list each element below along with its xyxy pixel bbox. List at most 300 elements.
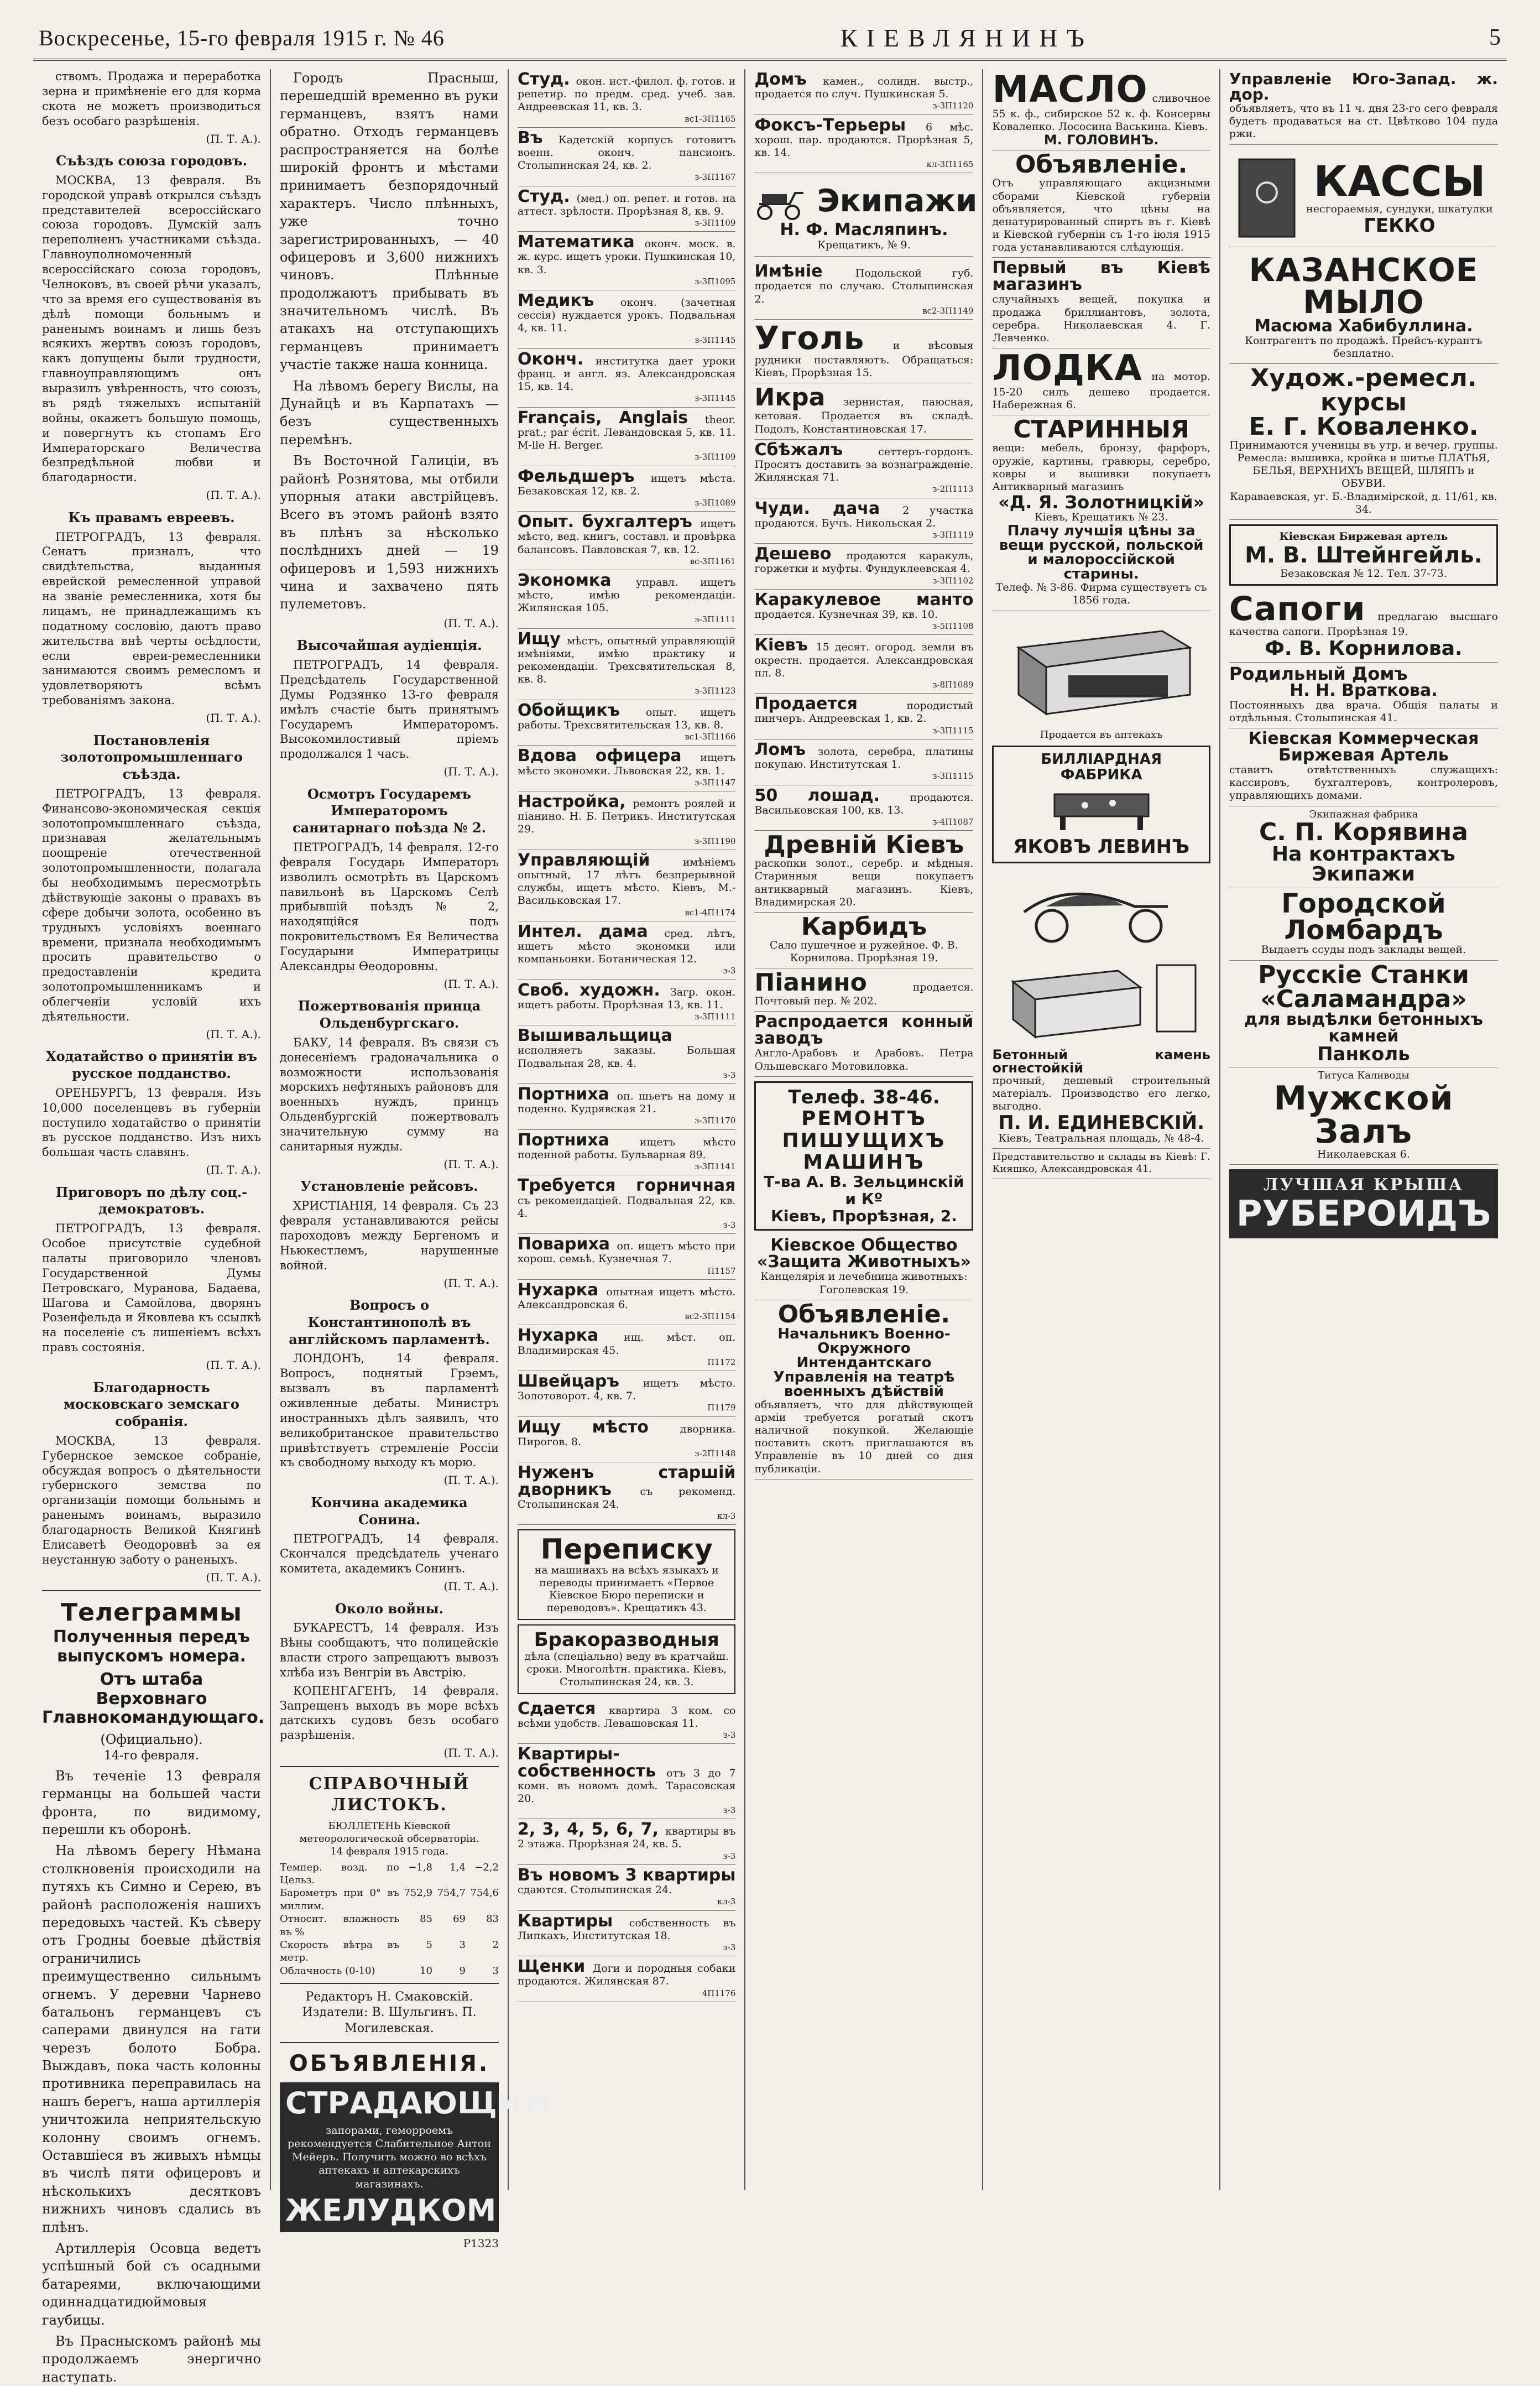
ad-code: з-3П1190 (695, 836, 736, 846)
ad-lead-word: Нухарка (518, 1280, 607, 1300)
ad-text: Принимаются ученицы въ утр. и вечер. группы. Ремесла: вышивка, кройка и шитье ПЛАТЬЯ, БЕЛЬЯ, ВЕРХНИХЪ ВЕЩЕЙ, ШЛЯПЪ и ОБУВИ. (1229, 439, 1498, 490)
headline: Пожертвованія принца Ольденбургскаго. (297, 998, 481, 1031)
ad-text: несгораемыя, сундуки, шкатулки (1306, 203, 1493, 216)
weather-value: 9 (459, 1965, 466, 1977)
classified-ad (518, 1417, 735, 1463)
ad-subheadline: для выдѣлки бетонныхъ камней (1244, 1009, 1483, 1046)
article-text: Городъ Прасныш, перешедшій временно въ руки германцевъ, взятъ нами обратно. Отходъ германцевъ распространяется на болѣе широкій фронтъ и мѣстами принимаетъ безпорядочный характеръ. Число плѣнныхъ, уже точно зарегистрированныхъ, — 40 офицеровъ и 3,600 нижнихъ чиновъ. Плѣнные продолжаютъ прибывать въ значительномъ числѣ. Въ атакахъ на отступающихъ германцевъ принимаетъ участіе также наша конница. (280, 70, 499, 373)
divider (280, 1983, 499, 1984)
ad-lead-word: Щенки (518, 1957, 593, 1977)
classified-ad (518, 570, 735, 629)
classified-ad (518, 290, 735, 349)
ad-lead-word: Чуди. дача (754, 498, 903, 518)
column-5 (983, 69, 1220, 2190)
ad-text: ищ. мѣст. оп. Владимирская 45. (518, 1331, 736, 1357)
stomach-ad (280, 2082, 552, 2232)
ad-text: Доги и породныя собаки продаются. Жилянская 87. (518, 1962, 736, 1988)
article-text: БАКУ, 14 февраля. Въ связи съ донесеніемъ градоначальника о возможности использованія морскихъ нефтяныхъ районовъ для военныхъ нуждъ, принцъ Ольденбургскій пожертвовалъ значительную сумму на санитарныя нужды. (280, 1035, 499, 1153)
ad-address: Кіевъ, Театральная площадь, № 48-4. (998, 1132, 1204, 1144)
agency-tag: (П. Т. А.). (443, 1579, 499, 1593)
machines-ad (1229, 961, 1498, 1067)
ad-text: Англо-Арабовъ и Арабовъ. Петра Ольшевскаго Мотовиловка. (754, 1047, 974, 1072)
typing-ad (518, 1529, 735, 1620)
classified-ad (518, 1462, 735, 1525)
ad-headline: Бетонный камень огнестойкій (992, 1047, 1210, 1076)
classified-ad (518, 1130, 735, 1176)
weather-value: 2 (492, 1939, 499, 1951)
ad-lead-word: Вдова офицера (518, 746, 701, 766)
ad-code: вс1-4П1174 (685, 907, 736, 918)
butter-ad (992, 69, 1210, 150)
ad-address: Крещатикъ, № 9. (817, 239, 911, 252)
product-box-illustration (992, 614, 1210, 725)
ad-code: П1179 (707, 1403, 736, 1413)
ad-code: кл-3 (717, 1510, 736, 1521)
ad-text: Выдаетъ ссуды подъ заклады вещей. (1261, 944, 1466, 956)
ad-headline: Бракоразводныя (534, 1628, 719, 1651)
ad-headline: СТРАДАЮЩИМ (285, 2085, 552, 2121)
ad-text: сдаются. Столыпинская 24. (518, 1884, 672, 1897)
ad-maker: Масюма Хабибуллина. (1254, 316, 1473, 336)
agency-tag: (П. Т. А.). (206, 1163, 261, 1177)
agency-tag: (П. Т. А.). (443, 1746, 499, 1760)
agency-tag: (П. Т. А.). (206, 1027, 261, 1041)
ad-text: ремонтъ роялей и піанино. Н. Б. Петрикъ. Институтская 29. (518, 798, 736, 836)
ad-headline: Кіевская Коммерческая Биржевая Артель (1248, 729, 1479, 765)
classified-ad (754, 635, 973, 694)
ad-text: Загр. окон. ищетъ работы. Прорѣзная 13, кв. 11. (518, 986, 736, 1011)
ad-text: запорами, геморроемъ рекомендуется Слабительное Антон Мейеръ. Получить можно во всѣхъ аптекахъ и аптекарскихъ магазинахъ. (288, 2124, 491, 2190)
ad-code: з-3П1141 (695, 1161, 736, 1172)
ad-code: з-3 (723, 1942, 736, 1952)
ad-text: породистый пинчеръ. Андреевская 1, кв. 2. (754, 700, 974, 725)
ad-headline: Объявленіе. (1015, 150, 1188, 179)
classified-ad (518, 1865, 735, 1911)
ad-headline: РУБЕРОИДЪ (1236, 1194, 1491, 1235)
telegrams-headline: Телеграммы (61, 1598, 242, 1627)
article-text: ПЕТРОГРАДЪ, 13 февраля. Финансово-экономическая секція золотопромышленнаго съѣзда, признавая желательнымъ поощреніе отечественной золотопромышленности, полагала бы необходимымъ пересмотрѣть дѣйствующіе законы о правахъ въ сфере добычи золота, особенно въ трудныхъ условіяхъ военнаго времени, признала необходимымъ просить правительство о предоставленіи кредита золотопромышленникамъ и облегченіи условій ихъ дѣятельности. (42, 786, 261, 1023)
ad-text: раскопки золот., серебр. и мѣдныя. Старинныя вещи покупаетъ антикварный магазинъ. Кіевъ, Владимирская 20. (754, 857, 974, 908)
classified-ad (754, 590, 973, 635)
ad-code: П1157 (707, 1265, 736, 1276)
ad-headline: МАСЛО (992, 68, 1148, 111)
masthead (33, 22, 1507, 61)
weather-value: 754,7 (437, 1887, 466, 1899)
ad-text: продается. Кузнечная 39, кв. 10. (754, 608, 938, 621)
classified-ads (754, 261, 973, 320)
weather-value: −2,2 (474, 1861, 499, 1873)
ad-code: з-3 (723, 1730, 736, 1741)
agency-tag: (П. Т. А.). (206, 488, 261, 502)
divider (42, 1590, 261, 1591)
ad-lead-word: Въ (518, 128, 558, 148)
ad-offer: Плачу лучшія цѣны за вещи русской, польской и малороссійской старины. (999, 523, 1204, 583)
ad-lead-word: Въ новомъ 3 квартиры (518, 1865, 736, 1885)
classified-ad (754, 440, 973, 498)
ad-maker: Е. Г. Коваленко. (1249, 412, 1479, 441)
classified-ad (518, 1234, 735, 1280)
ad-text: собственность въ Липкахъ, Институтская 18. (518, 1916, 736, 1942)
headline: Съѣздъ союза городовъ. (56, 153, 247, 169)
ad-headline: ЛОДКА (992, 348, 1142, 389)
classified-ad (518, 186, 735, 232)
ad-text: окон. ист.-филол. ф. готов. и репетир. по предм. сред. учеб. зав. Андреевская 11, кв. 3. (518, 75, 736, 113)
ad-lead-word: Швейцаръ (518, 1372, 643, 1392)
telegrams-subheadline: Полученныя передъ выпускомъ номера. (53, 1627, 250, 1666)
ad-text: ищетъ мѣсто экономки. Львовская 22, кв. 1. (518, 752, 736, 777)
ad-lead-word: Фоксъ-Терьеры (754, 115, 926, 135)
ad-headline: Уголь (754, 319, 865, 357)
weather-value: 10 (420, 1965, 432, 1977)
classified-ad (518, 1084, 735, 1130)
ad-code: з-3П1111 (695, 614, 736, 625)
ad-address: Караваевская, уг. Б.-Владимірской, д. 11/61, кв. 34. (1230, 490, 1497, 515)
military-announcement (754, 1300, 973, 1479)
caviar-ad (754, 383, 973, 439)
safe-icon (1234, 154, 1300, 242)
ad-lead-word: Портниха (518, 1130, 640, 1150)
ad-code: 4П1176 (702, 1988, 736, 1998)
agency-tag: (П. Т. А.). (443, 977, 499, 991)
ad-text: ставитъ отвѣтственныхъ служащихъ: кассировъ, бухгалтеровъ, контролеровъ, управляющихъ домами. (1229, 764, 1498, 802)
ad-lead-word: Français, Anglais (518, 408, 705, 428)
coach-illustration (992, 868, 1210, 945)
ad-headline: Родильный Домъ (1229, 663, 1408, 684)
coach-factory-ad (1229, 806, 1498, 889)
classified-ads (518, 69, 735, 1525)
ad-lead-word: Студ. (518, 70, 576, 89)
ad-text: 2 участка продаются. Бучъ. Никольская 2. (754, 504, 974, 529)
weather-row (280, 1965, 499, 1977)
ad-text: оконч. моск. в. ж. курс. ищетъ уроки. Пушкинская 10, кв. 3. (518, 238, 736, 276)
ad-headline: Объявленіе. (777, 1300, 951, 1329)
agent-ad (992, 1149, 1210, 1179)
ad-headline: Икра (754, 383, 826, 412)
weather-value: −1,8 (408, 1861, 432, 1873)
ad-text: съ рекоменд. Столыпинская 24. (518, 1485, 736, 1510)
ad-headline: Кіевское Общество «Защита Животныхъ» (756, 1236, 971, 1272)
ad-headline: Первый въ Кіевѣ магазинъ (992, 258, 1210, 295)
ad-subheadline: ЛУЧШАЯ КРЫША (1263, 1175, 1464, 1195)
classified-ad (518, 1699, 735, 1744)
article-text: Въ Восточной Галиціи, въ районѣ Рознятова, мы отбили упорныя атаки австрійцевъ. Всего въ этомъ районѣ взято въ плѣнъ за нѣсколько послѣднихъ дней — 19 офицеровъ и 1,593 нижнихъ чина и захвачено пять пулеметовъ. (280, 453, 499, 612)
weather-value: 3 (459, 1939, 466, 1951)
ad-lead-word: Продается (754, 694, 907, 714)
ad-text: исполняетъ заказы. Большая Подвальная 28, кв. 4. (518, 1044, 736, 1070)
weather-row (280, 1939, 499, 1965)
classified-ad (754, 544, 973, 590)
ad-text: оп. ищетъ мѣсто при хорош. семьѣ. Кузнечная 7. (518, 1240, 736, 1265)
ad-maker: Ф. В. Корнилова. (1265, 637, 1463, 660)
box-icon (996, 614, 1207, 725)
ad-code: з-3 (723, 1070, 736, 1080)
page-number: 5 (1489, 25, 1501, 50)
ad-maker: Т-ва А. В. Зельцинскій и Кº (764, 1172, 964, 1208)
ad-code: з-2П1148 (695, 1449, 736, 1459)
ad-headline: Управленіе Юго-Запад. ж. дор. (1229, 70, 1498, 103)
headline: Установленіе рейсовъ. (300, 1178, 478, 1195)
phone-number: Телеф. 38-46. (788, 1086, 940, 1108)
ad-lead-word: Медикъ (518, 291, 620, 311)
boots-ad (1229, 590, 1498, 662)
bulletin-date: 14 февраля 1915 года. (330, 1845, 448, 1857)
weather-label: Скорость вѣтра въ метр. (280, 1939, 399, 1964)
coal-ad (754, 320, 973, 383)
ad-headline: Сапоги (1229, 590, 1366, 629)
carriages-ad (754, 178, 978, 257)
ad-code: з-3 (723, 1851, 736, 1861)
ad-text: вещи: мебель, бронзу, фарфоръ, оружіе, картины, гравюры, серебро, ковры и вышивки покупаетъ Антикварный магазинъ (992, 442, 1210, 493)
ad-code: з-3П1109 (695, 452, 736, 462)
ad-text: мѣстъ, опытный управляющій имѣніями, имѣю практику и рекомендаціи. Трехсвятительская 8, кв. 8. (518, 634, 736, 686)
ad-lead-word: 50 лошад. (754, 785, 910, 805)
bulletin-date: 14-го февраля. (104, 1748, 199, 1763)
weather-row (280, 1861, 499, 1887)
ad-text: theor. prat.; par écrit. Левандовская 5, кв. 11. M-lle H. Berger. (518, 413, 736, 452)
classified-ad (518, 128, 735, 186)
article-text: На лѣвомъ берегу Нѣмана столкновенія происходили на путяхъ къ Симно и Серею, въ районѣ расположенія нашихъ передовыхъ частей. Къ сѣверу отъ Гродны боевые дѣйствія ограничились преимущественно сильнымъ огнемъ. У деревни Чарнево батальонъ германцевъ съ саперами двинулся на гати черезъ болото Бобра. Выждавъ, пока часть колонны противника переправилась на нашъ берегъ, наша артиллерія уничтожила неприятельскую колонну своимъ огнемъ. Оставшіеся въ живыхъ нѣмцы въ числѣ пяти офицеровъ и нѣсколькихъ десятковъ нижнихъ чиновъ сдались въ плѣнъ. (42, 1843, 261, 2235)
newspaper-title: КІЕВЛЯНИНЪ (840, 23, 1093, 52)
soap-ad (1229, 252, 1498, 364)
ad-text: отъ 3 до 7 комн. въ новомъ домѣ. Тарасовская 20. (518, 1767, 736, 1805)
ad-text: (мед.) оп. репет. и готов. на аттест. зрѣлости. Прорѣзная 8, кв. 9. (518, 192, 736, 217)
ad-text: Представительство и склады въ Кіевѣ: Г. Кияшко, Александровская 41. (992, 1150, 1210, 1175)
ad-lead-word: Вышивальщица (518, 1026, 672, 1046)
ad-code: вс1-3П1165 (685, 113, 736, 124)
weather-row (280, 1913, 499, 1939)
ad-text: прочный, дешевый строительный матеріалъ. Производство его легко, выгодно. (992, 1075, 1210, 1113)
ad-code: з-3 (723, 1220, 736, 1230)
ad-brand: ГЕККО (1364, 215, 1435, 237)
agency-tag: (П. Т. А.). (443, 1473, 499, 1487)
article-text: ПЕТРОГРАДЪ, 13 февраля. Сенатъ призналъ, что свидѣтельства, выданныя еврейской ремесленной управой на званіе ремесленника, хотя бы лицамъ, не принадлежащимъ къ податному сословію, даютъ право жительства внѣ черты осѣдлости, если евреи-ремесленники занимаются своимъ ремесломъ и удовлетворяютъ всѣмъ требованіямъ закона. (42, 530, 261, 707)
article-text: Въ Прасныскомъ районѣ мы продолжаемъ энергично наступать. (42, 2333, 261, 2385)
editor-line: Редакторъ Н. Смаковскій. (305, 1990, 473, 2004)
ad-lead-word: Каракулевое манто (754, 590, 974, 609)
ad-maker: Н. Ф. Масляпинъ. (780, 220, 948, 240)
article-text: ПЕТРОГРАДЪ, 14 февраля. Предсѣдатель Государственной Думы Родзянко 13-го февраля имѣлъ счастіе быть принятымъ Государемъ Императоромъ. Высокомилостивый пріемъ продолжался 1 часъ. (280, 658, 499, 761)
ad-code: кл-3 (717, 1897, 736, 1907)
pawnshop-ad (1229, 888, 1498, 960)
ad-text: Безаковская № 12. Тел. 37-73. (1280, 567, 1447, 580)
classified-ad (518, 1025, 735, 1084)
agency-tag: (П. Т. А.). (206, 1358, 261, 1372)
ad-maker: М. ГОЛОВИНЪ. (1043, 132, 1159, 148)
agency-tag: (П. Т. А.). (443, 765, 499, 779)
classified-ad (518, 850, 735, 921)
ad-text: Отъ управляющаго акцизными сборами Кіевской губерніи объявляется, что цѣны на денатурированный спиртъ въ г. Кіевѣ и Кіевской губерніи съ 1-го іюля 1915 года устанавливаются слѣдующія. (992, 177, 1210, 254)
ad-text: имѣніемъ опытный, 17 лѣтъ безпрерывной службы, ищетъ мѣсто. Кіевъ, М.-Васильковская 17. (518, 856, 736, 907)
ad-text: дворника. Пирогов. 8. (518, 1423, 736, 1448)
craft-courses-ad (1229, 364, 1498, 520)
ad-text: ищетъ мѣсто, вед. книгъ, составл. и провѣрка балансовъ. Павловская 7, кв. 12. (518, 518, 736, 556)
ad-text: объявляетъ, что въ 11 ч. дня 23-го сего февраля будетъ продаваться на ст. Цвѣтково 104 пуда ржи. (1229, 102, 1498, 140)
article-text: Артиллерія Осовца ведетъ успѣшный бой съ осадными батареями, включающими одиннадцатидюймовыя гаубицы. (42, 2241, 261, 2328)
classified-ad (518, 921, 735, 980)
ad-code: П1172 (707, 1357, 736, 1367)
ad-text: ищетъ мѣста. Безаковская 12, кв. 2. (518, 472, 736, 497)
ad-text: продаются. Васильковская 100, кв. 13. (754, 791, 974, 816)
billiard-ad (992, 746, 1210, 863)
antique-ad (992, 415, 1210, 611)
weather-label: Облачность (0-10) (280, 1965, 375, 1977)
article-text: ОРЕНБУРГЪ, 13 февраля. Изъ 10,000 поселенцевъ въ губерніи поступило ходатайство о принятіи въ русское подданство. Изъ нихъ большая часть славянъ. (42, 1086, 261, 1159)
classified-ad (518, 746, 735, 791)
agency-tag: (П. Т. А.). (206, 132, 261, 145)
ad-lead-word: Кіевъ (754, 635, 816, 655)
ad-headline: Піанино (754, 968, 867, 997)
ad-text: сливочное 55 к. ф., сибирское 52 к. ф. Консервы Коваленко. Лососина Васькина. Кіевъ. (992, 92, 1210, 133)
ad-headline: Распродается конный заводъ (754, 1012, 974, 1049)
ad-text: сред. лѣтъ, ищетъ мѣсто экономки или компаньонки. Ботаническая 12. (518, 927, 736, 966)
ad-text: продается. Почтовый пер. № 202. (754, 981, 974, 1008)
ad-maker: М. В. Штейнгейль. (1245, 542, 1482, 568)
ad-headline: Городской Ломбардъ (1281, 888, 1446, 946)
ad-code: з-3 (723, 1805, 736, 1816)
carriage-icon (751, 182, 812, 221)
ad-lead-word: Ищу мѣсто (518, 1417, 680, 1437)
ad-text: золота, серебра, платины покупаю. Институтская 1. (754, 745, 974, 771)
typewriter-repair-ad (754, 1081, 973, 1231)
staff-headline: Отъ штаба Верховнаго Главнокомандующаго. (42, 1670, 265, 1728)
classified-ad (518, 408, 735, 466)
ad-text: 6 мѣс. хорош. пар. продаются. Прорѣзная 5, кв. 14. (754, 121, 974, 159)
ad-text: Сало пушечное и ружейное. Ф. В. Корнилова. Прорѣзная 19. (770, 939, 958, 965)
ad-maker: С. П. Корявина (1259, 818, 1468, 847)
boat-ad (992, 348, 1210, 415)
ad-lead-word: Фельдшеръ (518, 466, 651, 486)
brick-icon (996, 949, 1207, 1043)
ad-lead-word: Домъ (754, 70, 823, 89)
ad-lead-word: Экономка (518, 570, 636, 590)
ad-code: з-3П1089 (695, 497, 736, 508)
rent-ads (518, 1699, 735, 2002)
ad-code: з-3П1167 (695, 172, 736, 183)
piano-ad (754, 968, 973, 1012)
ad-text: Канцелярія и лечебница животныхъ: Гоголевская 19. (760, 1270, 968, 1296)
ad-code: з-2П1113 (932, 484, 974, 494)
ad-text: опытная ищетъ мѣсто. Александровская 6. (518, 1285, 736, 1311)
weather-value: 752,9 (404, 1887, 432, 1899)
divider (280, 1766, 499, 1767)
headline: Ходатайство о принятіи въ русское подданство. (46, 1048, 257, 1082)
classified-ad (518, 349, 735, 408)
weather-value: 3 (492, 1965, 499, 1977)
headline: Постановленія золотопромышленнаго съѣзда. (60, 732, 243, 783)
ad-lead-word: Имѣніе (754, 262, 855, 282)
animal-society-ad (754, 1235, 973, 1300)
ad-lead-word: Студ. (518, 186, 577, 206)
weather-label: Темпер. возд. по Цельз. (280, 1861, 399, 1887)
ad-text: квартиры въ 2 этажа. Прорѣзная 24, кв. 5. (518, 1825, 736, 1851)
ad-lead-word: Ищу (518, 629, 567, 649)
ad-lead-word: Управляющій (518, 850, 683, 870)
ad-text: случайныхъ вещей, покупка и продажа бриллиантовъ, золота, серебра. Николаевская 4. Г. Левченко. (992, 293, 1210, 344)
column-4 (745, 69, 983, 2190)
ad-code: вс1-3П1166 (685, 732, 736, 742)
ad-code: вс-3П1161 (690, 556, 736, 566)
ad-headline: ЖЕЛУДКОМ (285, 2193, 497, 2228)
ad-code: з-3П1119 (932, 529, 974, 540)
ad-address: Кіевъ, Крещатикъ № 23. (1034, 511, 1168, 524)
ad-brand: Панколь (1317, 1043, 1410, 1065)
ad-lead-word: Своб. художн. (518, 980, 670, 1000)
roofing-ad (1229, 1169, 1498, 1239)
ad-lead-word: Опыт. бухгалтеръ (518, 512, 701, 532)
weather-value: 69 (453, 1913, 466, 1925)
stud-farm-ad (754, 1012, 973, 1076)
weather-value: 754,6 (470, 1887, 499, 1899)
railway-ad (1229, 69, 1498, 145)
barbershop-ad (1229, 1067, 1498, 1165)
weather-value: 5 (426, 1939, 432, 1951)
ad-text: на мотор. 15-20 силъ дешево продается. Набережная 6. (992, 371, 1210, 411)
ad-text: Постоянныхъ два врача. Общія палаты и отдѣльныя. Столыпинская 41. (1229, 699, 1498, 724)
billiard-table-icon (1046, 783, 1157, 833)
ad-code: з-3П1145 (695, 393, 736, 404)
classified-ad (518, 69, 735, 128)
bulletin-subtitle: БЮЛЛЕТЕНЬ Кіевской метеорологической обсерваторіи. (299, 1820, 479, 1845)
agency-tag: (П. Т. А.). (443, 616, 499, 630)
ad-code: з-3П1095 (695, 276, 736, 286)
ad-lead-word: Настройка, (518, 792, 633, 812)
classified-ad (518, 791, 735, 850)
ad-lead-word: Сбѣжалъ (754, 440, 879, 460)
ad-headline: Русскіе Станки «Саламандра» (1258, 960, 1469, 1013)
article-text: КОПЕНГАГЕНЪ, 14 февраля. Запрещенъ выходъ въ море всѣхъ датскихъ судовъ безъ особаго разрѣшенія. (280, 1684, 499, 1742)
headline: Вопросъ о Константинополѣ въ англійскомъ парламентѣ. (289, 1297, 490, 1347)
ad-code: з-3П1145 (695, 335, 736, 345)
ad-text: предлагаю высшаго качества сапоги. Прорѣзная 19. (1229, 611, 1499, 638)
headline: Осмотръ Государемъ Императоромъ санитарнаго поѣзда № 2. (292, 785, 487, 836)
ad-code: з-3 (723, 966, 736, 976)
ad-maker: Н. Н. Вратковa. (1290, 680, 1438, 700)
article-intro: ствомъ. Продажа и переработка зерна и примѣненіе его для корма скота не можетъ производиться безъ особаго разрѣшенія. (42, 70, 261, 128)
ad-code: з-3П1111 (695, 1012, 736, 1022)
ad-text: зернистая, паюсная, кетовая. Продается въ складѣ. Подолъ, Константиновская 17. (754, 396, 974, 435)
classified-ads (754, 69, 973, 173)
ad-maker: П. И. ЕДИНЕВСКІЙ. (998, 1111, 1205, 1134)
ad-maker: Титуса Каливоды (1318, 1069, 1410, 1081)
columns (33, 68, 1507, 2385)
classified-ad (518, 466, 735, 512)
agency-tag: (П. Т. А.). (443, 1276, 499, 1290)
ad-text: оп. шьетъ на дому и поденно. Кудрявская 21. (518, 1090, 736, 1116)
classified-ad (518, 1175, 735, 1234)
secondhand-shop-ad (992, 258, 1210, 348)
ad-lead-word: Повариха (518, 1234, 617, 1254)
ad-code: з-3П1170 (695, 1116, 736, 1126)
ad-headline: Экипажи (817, 183, 978, 220)
ad-code: з-3П1115 (932, 725, 974, 736)
classified-ad (754, 785, 973, 831)
ad-text: сеттеръ-гордонъ. Просятъ доставить за вознагражденіе. Жилянская 71. (754, 445, 974, 484)
headline: Къ правамъ евреевъ. (68, 509, 235, 525)
ad-code: вс2-3П1149 (922, 305, 974, 316)
classified-ad (754, 261, 973, 320)
ad-text: Контрагентъ по продажѣ. Прейсъ-курантъ безплатно. (1245, 334, 1482, 360)
ad-headline: Худож.-ремесл. курсы (1250, 363, 1477, 416)
ad-text: институтка дает уроки франц. и англ. яз. Александровская 15, кв. 14. (518, 355, 736, 393)
classified-ad (518, 1325, 735, 1371)
classified-ad (518, 980, 735, 1026)
classified-ad (518, 1280, 735, 1326)
ad-text: продаются каракуль, горжетки и муфты. Фундуклеевская 4. (754, 550, 974, 575)
coach-icon (1002, 868, 1201, 945)
article-text: ЛОНДОНЪ, 14 февраля. Вопросъ, поднятый Грэемъ, вызвалъ въ парламентѣ оживленные дебаты. Министръ иностранныхъ дѣлъ заявилъ, что великобританское правительство привѣтствуетъ стремленіе Россіи къ свободному выходу къ морю. (280, 1352, 499, 1470)
ad-headline: Древній Кіевъ (764, 831, 964, 859)
divider (280, 2042, 499, 2043)
